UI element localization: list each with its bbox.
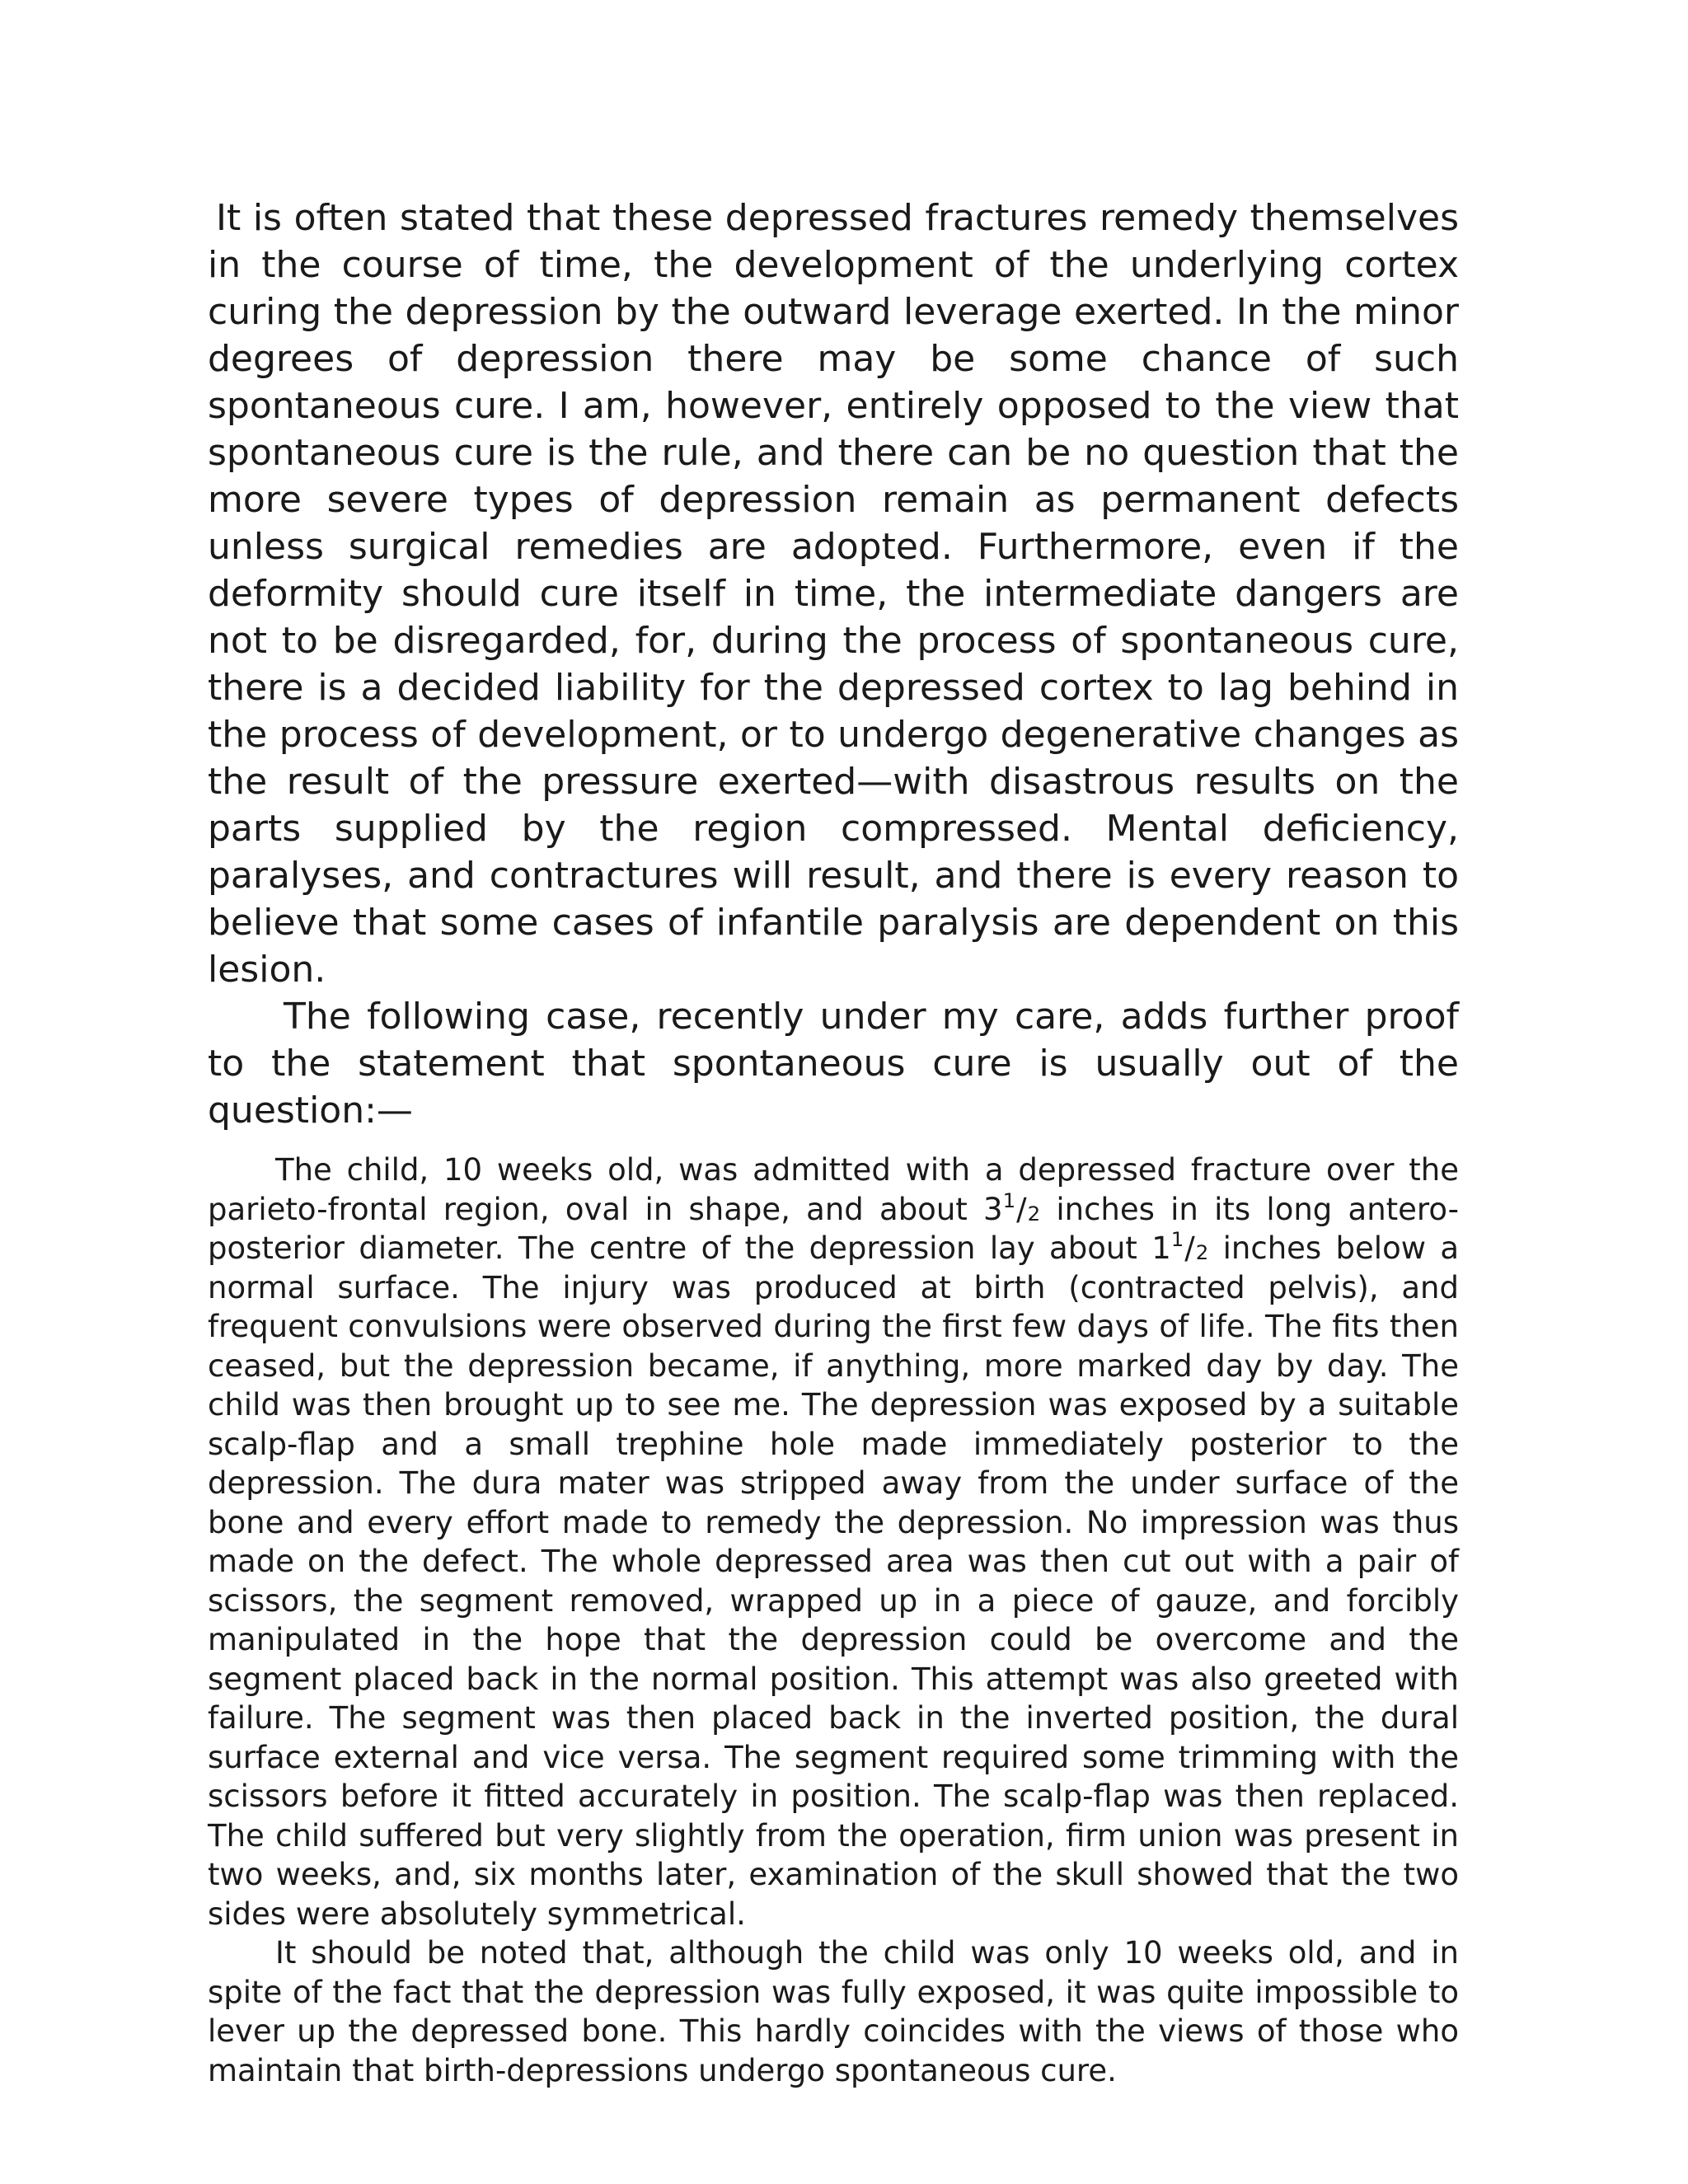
paragraph-spontaneous-cure: It is often stated that these depressed fractures remedy themselves in the course of time, the development of the underlying cortex curing the depression by the outward leverage exerted. In the minor degrees of depression there may be some chance of such spontaneous cure. I am, however, entirely opposed to the view that spontaneous cure is the rule, and there can be no question that the more severe types of depression remain as permanent defects unless surgical remedies are adopted. Furthermore, even if the deformity should cure itself in time, the intermediate dangers are not to be disregarded, for, during the process of spontaneous cure, there is a decided liability for the depressed cortex to lag behind in the process of development, or to undergo degenerative changes as the result of the pressure exerted—with disastrous results on the parts supplied by the region compressed. Mental deficiency, paralyses, and contractures will result, and there is every reason to believe that some cases of infantile paralysis are dependent on this lesion. [208,197,1459,991]
case-text-part-2: inches in its long antero-posterior diameter. The centre of the depression lay about [208,1191,1459,1266]
main-text-section [208,194,1459,1134]
fraction-three-and-a-half: $3^1/_2$ [983,1188,1041,1227]
paragraph-case-report [208,1151,1459,1933]
document-page [208,194,1459,2090]
fraction-one-and-a-half: $1^1/_2$ [1151,1227,1209,1266]
case-report-section [208,1151,1459,2090]
case-text-part-3: inches below a normal surface. The injury was produced at birth (contracted pelvis), and frequent convulsions were observed during the first few days of life. The fits then ceased, but the depression became, if anything, more marked day by day. The child was then brought up to see me. The depression was exposed by a suitable scalp-flap and a small trephine hole made immediately posterior to the depression. The dura mater was stripped away from the under surface of the bone and every effort made to remedy the depression. No impression was thus made on the defect. The whole depressed area was then cut out with a pair of scissors, the segment removed, wrapped up in a piece of gauze, and forcibly manipulated in the hope that the depression could be overcome and the segment placed back in the normal position. This attempt was also greeted with failure. The segment was then placed back in the inverted position, the dural surface external and vice versa. The segment required some trimming with the scissors before it fitted accurately in position. The scalp-flap was then replaced. The child suffered but very slightly from the operation, firm union was present in two weeks, and, six months later, examination of the skull showed that the two sides were absolutely symmetrical. [208,1230,1460,1932]
paragraph-concluding-note: It should be noted that, although the child was only 10 weeks old, and in spite of the fact that the depression was fully exposed, it was quite impossible to lever up the depressed bone. This hardly coincides with the views of those who maintain that birth-depressions undergo spontaneous cure. [208,1935,1459,2088]
case-text-part-1: The child, 10 weeks old, was admitted with a depressed fracture over the parieto-frontal region, oval in shape, and about [208,1152,1459,1227]
paragraph-case-intro: The following case, recently under my care, adds further proof to the statement that spontaneous cure is usually out of the question:— [208,996,1459,1132]
